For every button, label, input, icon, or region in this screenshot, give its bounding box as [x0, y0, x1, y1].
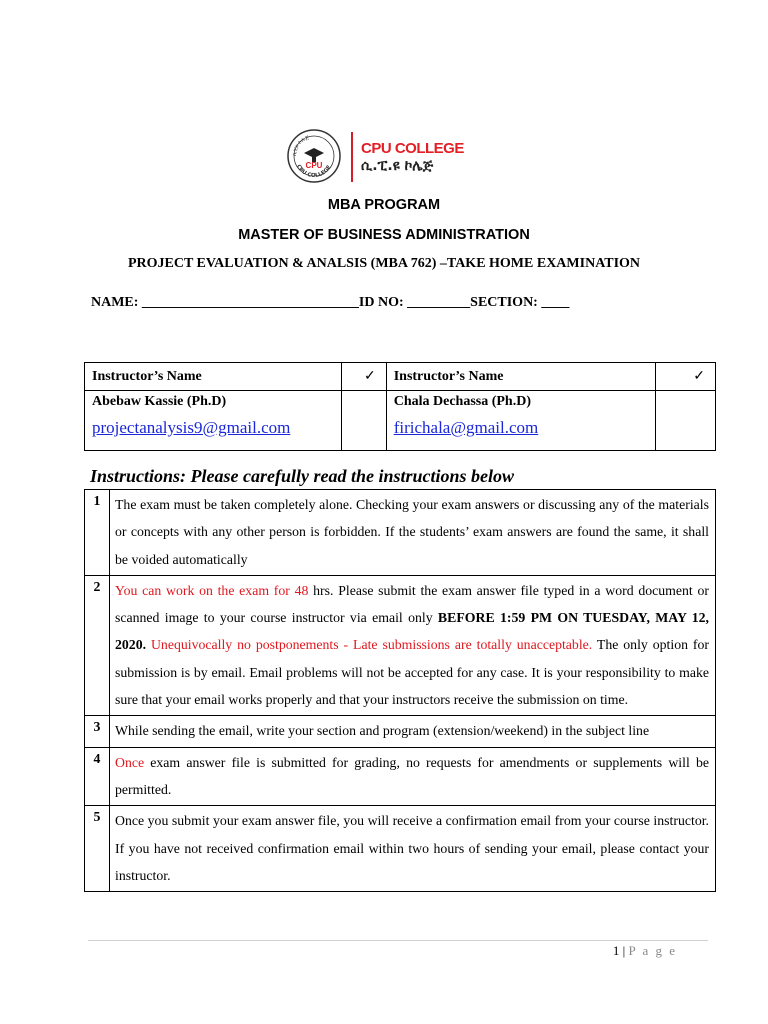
page-label: P a g e: [628, 943, 677, 958]
check-mark-icon: ✓: [341, 363, 386, 391]
program-title: MBA PROGRAM: [327, 197, 441, 213]
instructor-header-right: Instructor’s Name: [386, 363, 655, 391]
instructor-right-name: Chala Dechassa (Ph.D): [393, 394, 531, 409]
instruction-warning: Unequivocally no postponements - Late submissions are totally unacceptable.: [146, 637, 593, 653]
instructor-left-name: Abebaw Kassie (Ph.D): [92, 394, 227, 409]
instruction-text: [110, 575, 716, 715]
page-footer: [560, 943, 677, 959]
instruction-row: [85, 716, 716, 747]
instruction-segment: hrs. Please submit the exam answer file typed in a word document or scanned image to your course instructor via email only: [115, 582, 709, 626]
instructor-left-cell: [85, 391, 342, 451]
college-name-amharic: ሲ.ፒ.ዩ ኮሌጅ: [361, 158, 434, 174]
degree-title: MASTER OF BUSINESS ADMINISTRATION: [238, 227, 530, 243]
instruction-row: [85, 747, 716, 806]
college-name: CPU COLLEGE: [361, 140, 464, 157]
instruction-number: 3: [85, 716, 110, 747]
page-number: 1: [612, 943, 620, 958]
college-seal-icon: [286, 128, 342, 184]
instruction-number: 4: [85, 747, 110, 806]
instruction-segment: exam answer file is submitted for grading, no requests for amendments or supplements will be permitted.: [115, 754, 709, 797]
instructor-right-check-cell: [656, 391, 716, 451]
instructor-right-email-link[interactable]: firichala@gmail.com: [393, 418, 539, 437]
instruction-text: [110, 747, 716, 806]
instructor-info-row: [85, 391, 716, 451]
instructions-table: [84, 489, 716, 892]
page-separator: |: [622, 943, 626, 958]
instruction-row: [85, 806, 716, 892]
instruction-text: While sending the email, write your section and program (extension/weekend) in the subject line: [110, 716, 716, 747]
seal-amharic-text: ሲፒዩ ኮሌጅ: [291, 134, 311, 157]
instruction-text: The exam must be taken completely alone. Checking your exam answers or discussing any of the materials or concepts with any other person is forbidden. If the students’ exam answers are found the same, it shall be voided automatically: [110, 490, 716, 576]
logo-divider: [351, 132, 353, 182]
instructor-header-left: Instructor’s Name: [85, 363, 342, 391]
student-info-line: NAME: _______________________________ID NO: _________SECTION: ____: [91, 295, 570, 310]
seal-text: CPU COLLEGE: [294, 163, 333, 180]
svg-text:CPU: CPU: [305, 161, 323, 170]
instructor-left-check-cell: [341, 391, 386, 451]
instruction-row: [85, 575, 716, 715]
instruction-number: 2: [85, 575, 110, 715]
instruction-row: [85, 490, 716, 576]
exam-title: PROJECT EVALUATION & ANALSIS (MBA 762) –TAKE HOME EXAMINATION: [127, 256, 641, 271]
footer-divider: [88, 940, 708, 941]
deadline-text: BEFORE 1:59 PM ON TUESDAY, MAY 12, 2020.: [115, 610, 709, 653]
instruction-text: Once you submit your exam answer file, you will receive a confirmation email from your course instructor. If you have not received confirmation email within two hours of sending your email, please contact your instructor.: [110, 806, 716, 892]
instruction-number: 1: [85, 490, 110, 576]
college-logo: [286, 128, 466, 188]
instruction-highlight: Once: [115, 754, 145, 770]
instructor-right-cell: [386, 391, 655, 451]
instructor-header-row: [85, 363, 716, 391]
instruction-highlight: You can work on the exam for 48: [115, 582, 309, 598]
instructor-table: [84, 362, 716, 451]
instructions-title: Instructions: Please carefully read the instructions below: [90, 466, 515, 486]
instruction-segment: The only option for submission is by email. Email problems will not be accepted for any case. It is your responsibility to make sure that your email works properly and that your instructors receive the submission on time.: [115, 637, 710, 708]
instructor-left-email-link[interactable]: projectanalysis9@gmail.com: [92, 418, 291, 437]
check-mark-icon: ✓: [656, 363, 716, 391]
instruction-number: 5: [85, 806, 110, 892]
